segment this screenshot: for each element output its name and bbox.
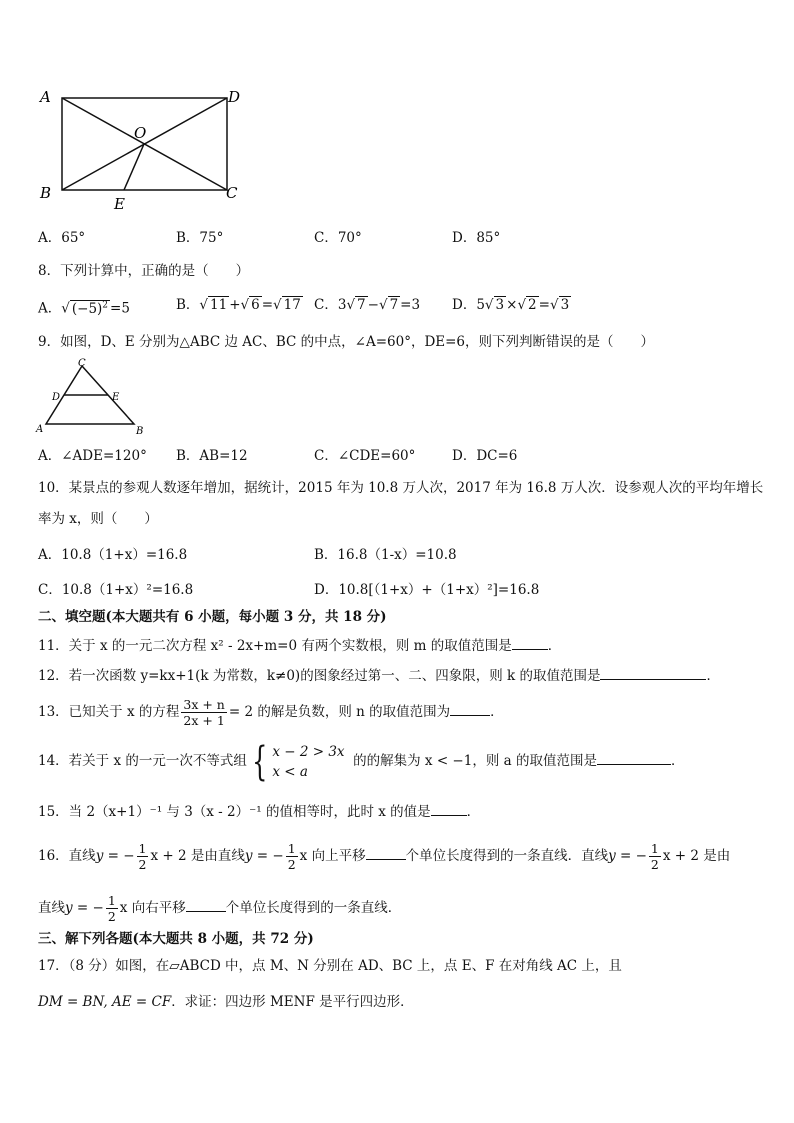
- q10-option-d: D．10.8[（1+x）+（1+x）²]=16.8: [314, 582, 540, 598]
- q15: 15．当 2（x+1）⁻¹ 与 3（x - 2）⁻¹ 的值相等时，此时 x 的值是 ．: [38, 801, 480, 821]
- q16-blank-2[interactable]: [186, 897, 226, 912]
- q10-option-b: B．16.8（1-x）=10.8: [314, 547, 457, 563]
- q8-option-a: A．√ $(-5)^2 =5$: [38, 300, 130, 317]
- q8-option-d: D．5√ 3 ×√ 2 =√ 3: [452, 297, 570, 313]
- q7-option-d: D．85°: [452, 230, 501, 246]
- q11-blank[interactable]: [512, 635, 548, 650]
- tri-label-B: B: [136, 426, 144, 437]
- label-E: E: [114, 195, 125, 213]
- q16-blank-1[interactable]: [366, 845, 406, 860]
- tri-label-D: D: [52, 392, 61, 403]
- q8-option-c: C．3√ 7 −√ 7 =3: [314, 297, 421, 313]
- q9-stem: 9．如图，D、E 分别为△ABC 边 AC、BC 的中点，∠A=60°，DE=6，则下列判断错误的是（ ）: [38, 334, 655, 350]
- q9-option-a: A．∠ADE=120°: [38, 448, 147, 464]
- q12-blank[interactable]: [600, 665, 706, 680]
- q14-blank[interactable]: [597, 750, 671, 765]
- tri-label-C: C: [78, 358, 86, 369]
- q17-line2: DM = BN, AE = CF．求证：四边形 MENF 是平行四边形．: [38, 994, 414, 1010]
- section-3-heading: 三、解下列各题(本大题共 8 小题，共 72 分): [38, 931, 314, 947]
- q11: 11．关于 x 的一元二次方程 x² - 2x+m=0 有两个实数根，则 m 的取值范围是 ．: [38, 635, 561, 655]
- q9-option-c: C．∠CDE=60°: [314, 448, 416, 464]
- rectangle-figure: [36, 84, 251, 214]
- label-A: A: [40, 88, 51, 106]
- q10-line2: 率为 x，则（ ）: [38, 511, 158, 527]
- q10-option-c: C．10.8（1+x）²=16.8: [38, 582, 194, 598]
- q13-blank[interactable]: [450, 701, 490, 716]
- q9-option-d: D．DC=6: [452, 448, 518, 464]
- triangle-figure: [34, 358, 154, 438]
- q10-line1: 10．某景点的参观人数逐年增加，据统计，2015 年为 10.8 万人次，2017 年为 16.8 万人次．设参观人次的平均年增长: [38, 480, 764, 496]
- q14-brace: {: [251, 738, 268, 785]
- tri-label-A: A: [36, 424, 44, 435]
- tri-label-E: E: [112, 392, 120, 403]
- q7-option-a: A．65°: [38, 230, 86, 246]
- section-2-heading: 二、填空题(本大题共有 6 小题，每小题 3 分，共 18 分): [38, 609, 387, 625]
- q8-stem: 8．下列计算中，正确的是（ ）: [38, 263, 250, 279]
- q13-fraction: $\frac{3x + n}{2x + 1}$: [183, 697, 225, 728]
- q17-line1: 17．（8 分）如图，在▱ABCD 中，点 M、N 分别在 AD、BC 上，点 E、F 在对角线 AC 上，且: [38, 958, 622, 974]
- q15-blank[interactable]: [431, 801, 467, 816]
- q10-option-a: A．10.8（1+x）=16.8: [38, 547, 188, 563]
- label-D: D: [228, 88, 241, 106]
- q9-option-b: B．AB=12: [176, 448, 248, 464]
- label-C: C: [226, 184, 238, 202]
- q8-option-b: B．√ 11 +√ 6 =√ 17: [176, 297, 301, 313]
- label-O: O: [134, 124, 147, 142]
- q7-option-b: B．75°: [176, 230, 224, 246]
- q16-line1: 16．直线y = − $\frac{1}{2}$ x + 2 是由直线y = − $\frac{1}{2}$ x 向上平移 个单位长度得到的一条直线．直线y = − $\frac{1}{2}$ x + 2 是由: [38, 841, 731, 872]
- q13: 13．已知关于 x 的方程 $\frac{3x + n}{2x + 1}$ = 2 的解是负数，则 n 的取值范围为 ．: [38, 697, 504, 728]
- label-B: B: [40, 184, 52, 202]
- q16-line2: 直线y = − $\frac{1}{2}$ x 向右平移 个单位长度得到的一条直线．: [38, 893, 402, 924]
- q14-system: x − 2 > 3x x < a: [272, 743, 345, 780]
- q14: 14．若关于 x 的一元一次不等式组 { x − 2 > 3x x < a 的的解集为 x < −1，则 a 的取值范围是 ．: [38, 738, 685, 785]
- segment-oe: [124, 144, 144, 190]
- q12: 12．若一次函数 y=kx+1(k 为常数，k≠0)的图象经过第一、二、四象限，则 k 的取值范围是 ．: [38, 665, 720, 685]
- q7-option-c: C．70°: [314, 230, 362, 246]
